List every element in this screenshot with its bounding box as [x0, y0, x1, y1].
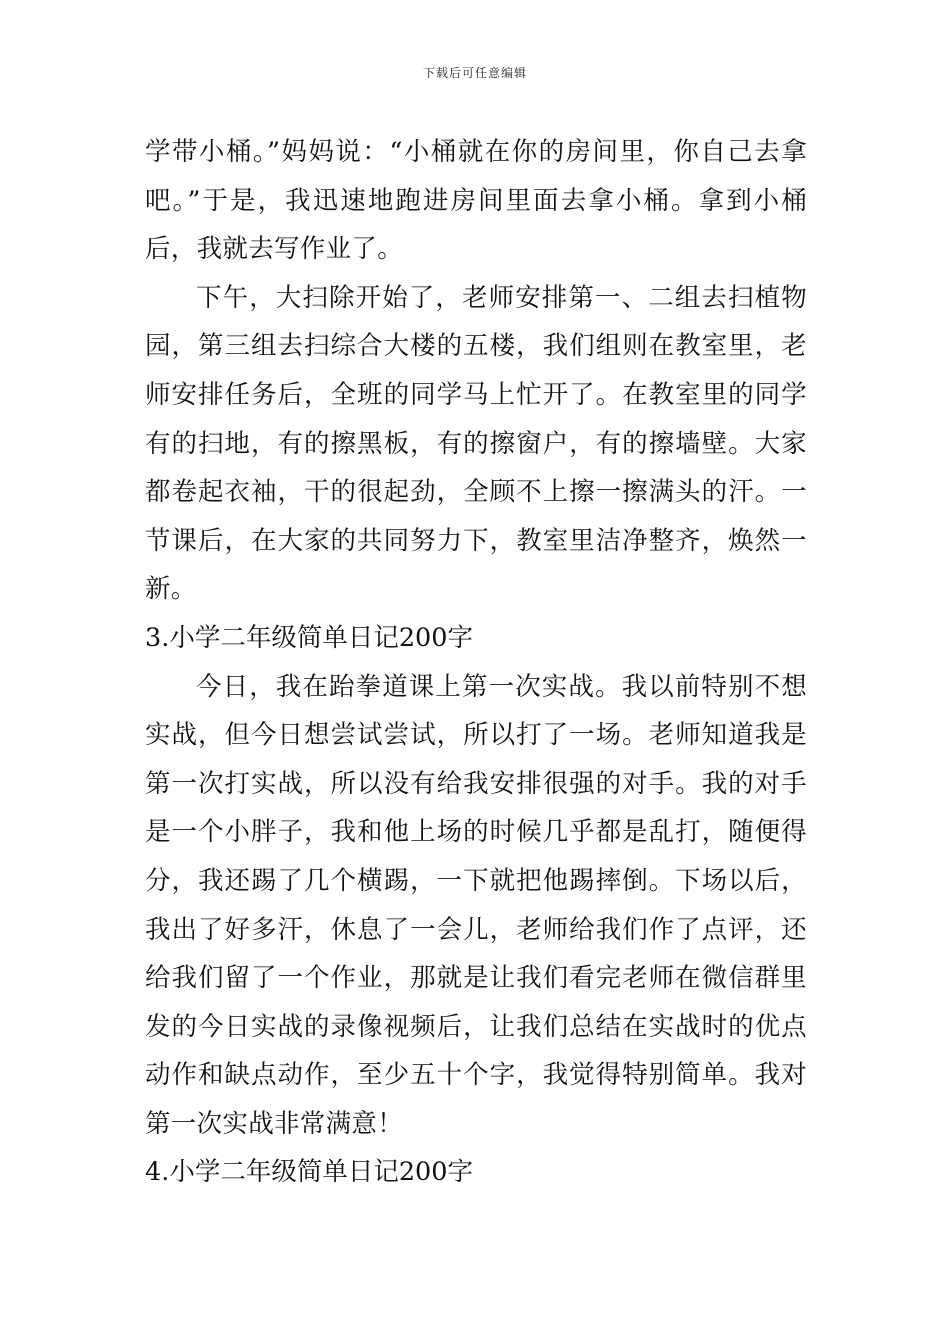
paragraph-continuation: 学带小桶。”妈妈说：“小桶就在你的房间里，你自己去拿吧。”于是，我迅速地跑进房间里面去拿小桶。拿到小桶后，我就去写作业了。	[145, 137, 807, 265]
section-heading-4: 4.小学二年级简单日记200字	[145, 1157, 474, 1188]
paragraph-cleaning: 下午，大扫除开始了，老师安排第一、二组去扫植物园，第三组去扫综合大楼的五楼，我们组则在教室里，老师安排任务后，全班的同学马上忙开了。在教室里的同学有的扫地，有的擦黑板，有的擦窗户，有的擦墙壁。大家都卷起衣袖，干的很起劲，全顾不上擦一擦满头的汗。一节课后，在大家的共同努力下，教室里洁净整齐，焕然一新。	[145, 282, 807, 605]
paragraph-taekwondo: 今日，我在跆拳道课上第一次实战。我以前特别不想实战，但今日想尝试尝试，所以打了一场。老师知道我是第一次打实战，所以没有给我安排很强的对手。我的对手是一个小胖子，我和他上场的时候几乎都是乱打，随便得分，我还踢了几个横踢，一下就把他踢摔倒。下场以后，我出了好多汗，休息了一会儿，老师给我们作了点评，还给我们留了一个作业，那就是让我们看完老师在微信群里发的今日实战的录像视频后，让我们总结在实战时的优点动作和缺点动作，至少五十个字，我觉得特别简单。我对第一次实战非常满意！	[145, 671, 807, 1139]
page-header: 下载后可任意编辑	[422, 66, 527, 80]
section-heading-3: 3.小学二年级简单日记200字	[145, 622, 474, 653]
document-body	[145, 128, 807, 1197]
